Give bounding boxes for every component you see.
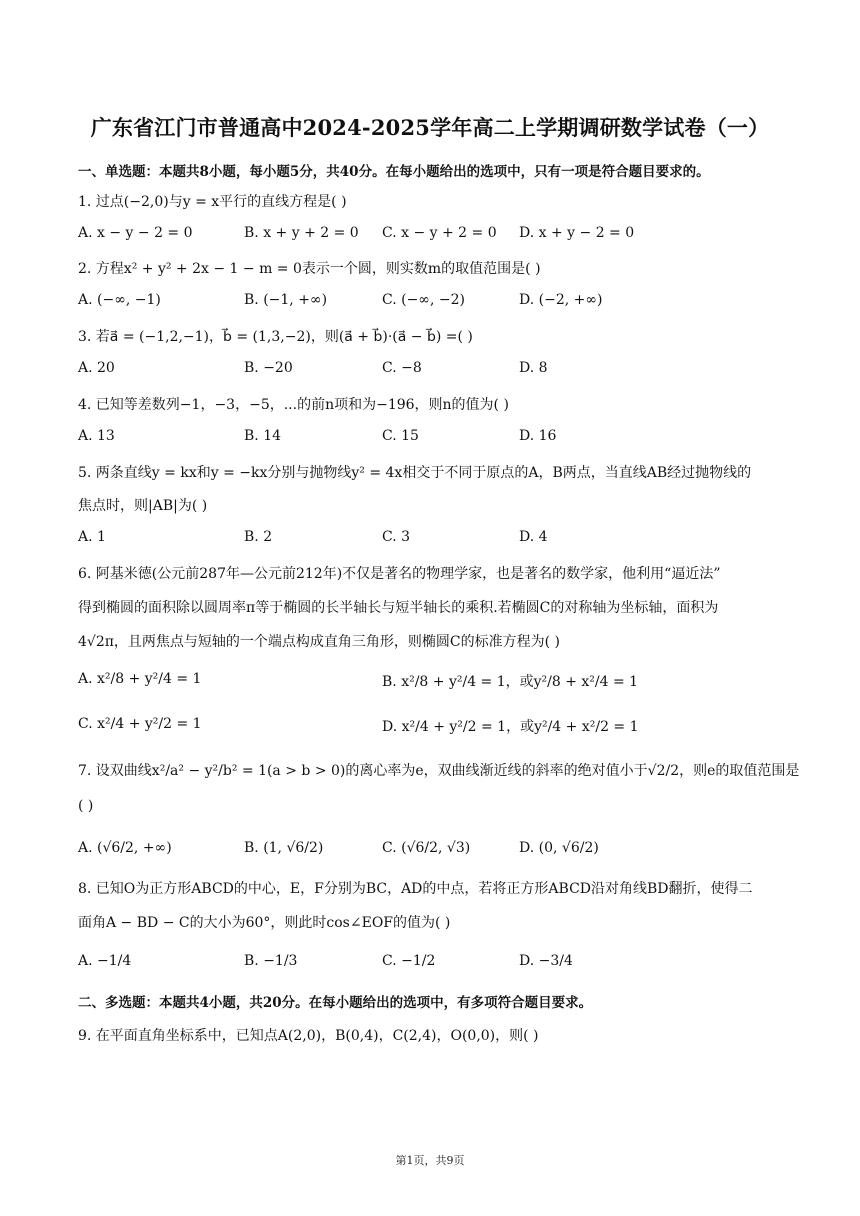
question-1-option-d: D. x + y − 2 = 0 (519, 225, 635, 241)
question-5-option-d: D. 4 (519, 529, 548, 545)
question-2-stem: 2. 方程x² + y² + 2x − 1 − m = 0表示一个圆，则实数m的取值范围是( ) (78, 261, 541, 277)
question-5-stem-line-2: 焦点时，则|AB|为( ) (78, 498, 208, 514)
question-6-option-b: B. x²/8 + y²/4 = 1，或y²/8 + x²/4 = 1 (382, 674, 639, 690)
question-5-option-b: B. 2 (244, 529, 273, 545)
question-4-stem: 4. 已知等差数列−1，−3，−5，...的前n项和为−196，则n的值为( ) (78, 397, 509, 413)
question-5-option-a: A. 1 (78, 529, 106, 545)
question-7-stem-line-1: 7. 设双曲线x²/a² − y²/b² = 1(a > b > 0)的离心率为e，双曲线渐近线的斜率的绝对值小于√2/2，则e的取值范围是 (78, 763, 800, 779)
page-title: 广东省江门市普通高中2024-2025学年高二上学期调研数学试卷（一） (90, 115, 770, 140)
question-8-option-a: A. −1/4 (78, 953, 132, 969)
question-2-option-a: A. (−∞, −1) (78, 292, 161, 308)
question-2-option-b: B. (−1, +∞) (244, 292, 328, 308)
question-2-option-c: C. (−∞, −2) (382, 292, 465, 308)
question-3-option-a: A. 20 (78, 360, 115, 376)
question-7-option-d: D. (0, √6/2) (519, 840, 599, 856)
question-4-option-d: D. 16 (519, 428, 557, 444)
question-8-option-d: D. −3/4 (519, 953, 573, 969)
question-8-stem-line-1: 8. 已知O为正方形ABCD的中心，E，F分别为BC，AD的中点，若将正方形ABCD沿对角线BD翻折，使得二 (78, 881, 753, 897)
question-3-stem: 3. 若a⃗ = (−1,2,−1)，b⃗ = (1,3,−2)，则(a⃗ + b⃗)·(a⃗ − b⃗) =( ) (78, 329, 473, 345)
question-9-stem: 9. 在平面直角坐标系中，已知点A(2,0)，B(0,4)，C(2,4)，O(0,0)，则( ) (78, 1028, 539, 1044)
section-heading-single-choice: 一、单选题：本题共8小题，每小题5分，共40分。在每小题给出的选项中，只有一项是符合题目要求的。 (78, 164, 710, 180)
question-3-option-c: C. −8 (382, 360, 422, 376)
question-8-option-c: C. −1/2 (382, 953, 436, 969)
question-1-option-c: C. x − y + 2 = 0 (382, 225, 497, 241)
question-6-stem-line-2: 得到椭圆的面积除以圆周率π等于椭圆的长半轴长与短半轴长的乘积.若椭圆C的对称轴为坐标轴，面积为 (78, 600, 719, 616)
question-3-option-d: D. 8 (519, 360, 548, 376)
question-7-option-a: A. (√6/2, +∞) (78, 840, 172, 856)
question-6-option-d: D. x²/4 + y²/2 = 1，或y²/4 + x²/2 = 1 (382, 719, 639, 735)
question-7-stem-line-2: ( ) (78, 798, 94, 814)
question-1-option-b: B. x + y + 2 = 0 (244, 225, 359, 241)
question-1-option-a: A. x − y − 2 = 0 (78, 225, 193, 241)
question-7-option-c: C. (√6/2, √3) (382, 840, 471, 856)
question-1-stem: 1. 过点(−2,0)与y = x平行的直线方程是( ) (78, 194, 347, 210)
question-2-option-d: D. (−2, +∞) (519, 292, 603, 308)
question-6-stem-line-3: 4√2π，且两焦点与短轴的一个端点构成直角三角形，则椭圆C的标准方程为( ) (78, 634, 561, 650)
section-heading-multi-choice: 二、多选题：本题共4小题，共20分。在每小题给出的选项中，有多项符合题目要求。 (78, 995, 593, 1011)
question-3-option-b: B. −20 (244, 360, 293, 376)
question-8-stem-line-2: 面角A − BD − C的大小为60°，则此时cos∠EOF的值为( ) (78, 915, 451, 931)
question-5-stem-line-1: 5. 两条直线y = kx和y = −kx分别与抛物线y² = 4x相交于不同于原点的A，B两点，当直线AB经过抛物线的 (78, 465, 752, 481)
question-8-option-b: B. −1/3 (244, 953, 298, 969)
page-footer: 第1页，共9页 (395, 1154, 465, 1167)
question-4-option-b: B. 14 (244, 428, 282, 444)
question-4-option-c: C. 15 (382, 428, 419, 444)
question-6-stem-line-1: 6. 阿基米德(公元前287年—公元前212年)不仅是著名的物理学家，也是著名的数学家，他利用“逼近法” (78, 566, 721, 582)
question-6-option-a: A. x²/8 + y²/4 = 1 (78, 671, 202, 687)
question-6-option-c: C. x²/4 + y²/2 = 1 (78, 716, 202, 732)
question-7-option-b: B. (1, √6/2) (244, 840, 324, 856)
question-4-option-a: A. 13 (78, 428, 115, 444)
question-5-option-c: C. 3 (382, 529, 411, 545)
